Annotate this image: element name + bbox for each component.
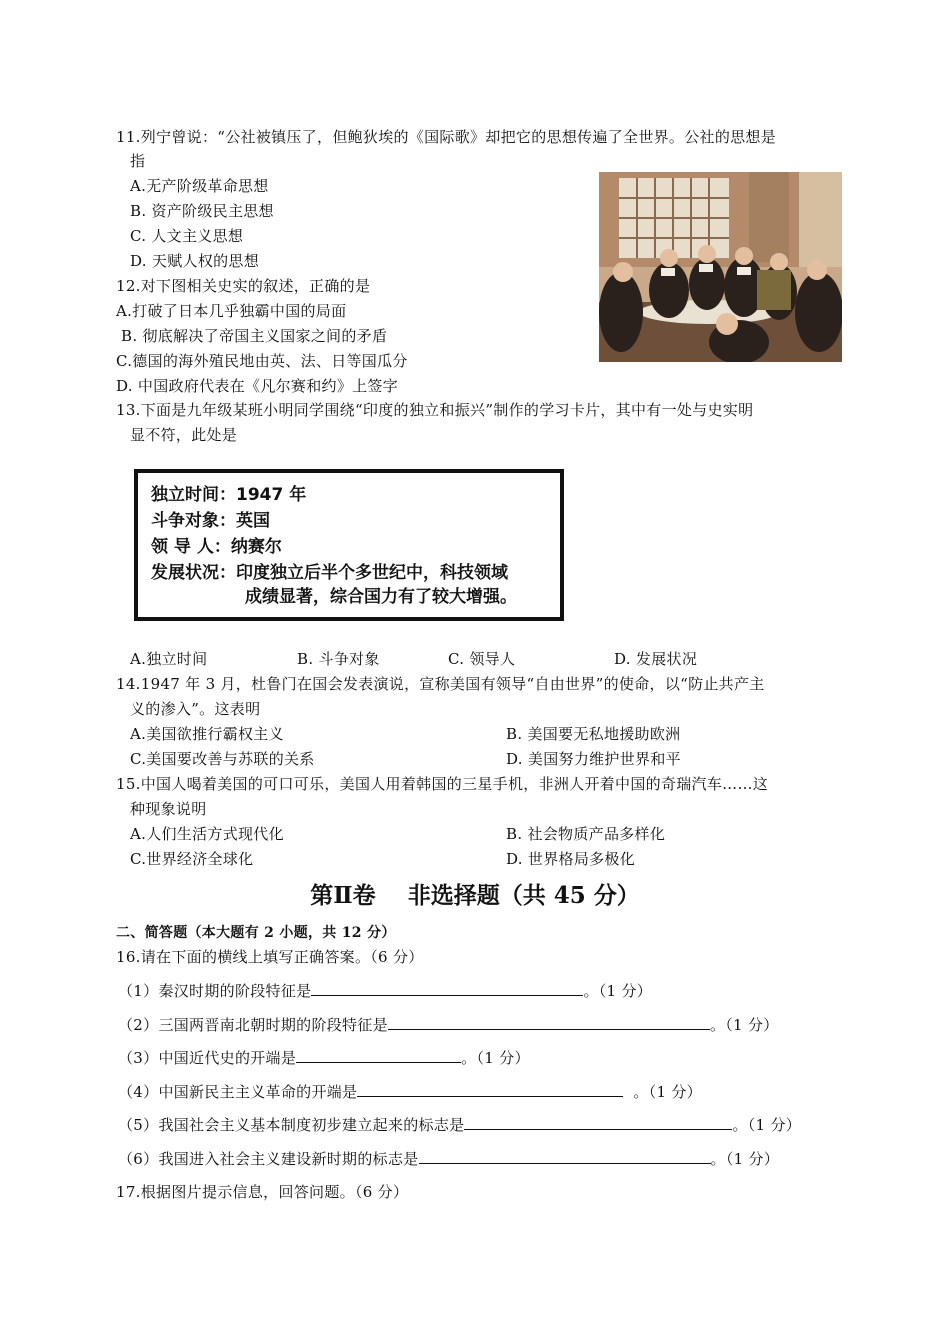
- card-leader: 领 导 人：纳赛尔: [151, 537, 282, 557]
- q16-item-3-suffix: 。（1 分）: [461, 1049, 530, 1067]
- q17-stem: 17.根据图片提示信息，回答问题。（6 分）: [116, 1183, 409, 1201]
- q13-option-d: D. 发展状况: [614, 650, 698, 668]
- q14-stem-line2: 义的渗入”。这表明: [130, 700, 261, 718]
- answer-blank-1[interactable]: [311, 980, 583, 996]
- q16-item-1-label: （1）秦汉时期的阶段特征是: [118, 982, 312, 1000]
- q11-stem-line2: 指: [130, 152, 146, 170]
- q16-item-6: [118, 1148, 779, 1170]
- q16-item-2: [118, 1014, 779, 1036]
- q11-option-d: D. 天赋人权的思想: [130, 252, 260, 270]
- q13-stem-line2: 显不符，此处是: [130, 426, 238, 444]
- answer-blank-3[interactable]: [296, 1047, 461, 1063]
- q16-item-5: [118, 1114, 801, 1136]
- card-independence-time: 独立时间：1947 年: [151, 485, 307, 505]
- card-development-line1: 发展状况：印度独立后半个多世纪中，科技领域: [151, 563, 508, 583]
- q12-option-c: C.德国的海外殖民地由英、法、日等国瓜分: [116, 352, 408, 370]
- peace-conference-painting: [599, 172, 842, 362]
- q12-option-b: B. 彻底解决了帝国主义国家之间的矛盾: [121, 327, 388, 345]
- q13-option-b: B. 斗争对象: [297, 650, 380, 668]
- q16-item-4: [118, 1081, 702, 1103]
- q15-option-c: C.世界经济全球化: [130, 850, 254, 868]
- card-struggle-target: 斗争对象：英国: [151, 511, 270, 531]
- card-development-line2: 成绩显著，综合国力有了较大增强。: [245, 587, 517, 607]
- q16-item-2-label: （2）三国两晋南北朝时期的阶段特征是: [118, 1016, 388, 1034]
- q15-stem-line2: 种现象说明: [130, 800, 207, 818]
- answer-blank-4[interactable]: [357, 1081, 623, 1097]
- q12-option-a: A.打破了日本几乎独霸中国的局面: [116, 302, 347, 320]
- q11-option-c: C. 人文主义思想: [130, 227, 244, 245]
- q13-option-c: C. 领导人: [448, 650, 516, 668]
- answer-blank-6[interactable]: [419, 1148, 711, 1164]
- q16-item-5-suffix: 。（1 分）: [732, 1116, 802, 1134]
- q15-option-b: B. 社会物质产品多样化: [506, 825, 666, 843]
- q16-item-1: [118, 980, 652, 1002]
- q16-item-5-label: （5）我国社会主义基本制度初步建立起来的标志是: [118, 1116, 465, 1134]
- q11-option-b: B. 资产阶级民主思想: [130, 202, 274, 220]
- q16-item-3-label: （3）中国近代史的开端是: [118, 1049, 297, 1067]
- q16-stem: 16.请在下面的横线上填写正确答案。（6 分）: [116, 948, 424, 966]
- section2-title: 二、简答题（本大题有 2 小题，共 12 分）: [116, 925, 396, 941]
- q16-item-4-suffix: 。（1 分）: [633, 1083, 702, 1101]
- q12-stem: 12.对下图相关史实的叙述，正确的是: [116, 277, 371, 295]
- q11-stem-line1: 11.列宁曾说：“公社被镇压了，但鲍狄埃的《国际歌》却把它的思想传遍了全世界。公社的思想是: [116, 128, 777, 146]
- q14-option-b: B. 美国要无私地援助欧洲: [506, 725, 681, 743]
- q15-option-a: A.人们生活方式现代化: [130, 825, 284, 843]
- q16-item-6-label: （6）我国进入社会主义建设新时期的标志是: [118, 1150, 419, 1168]
- study-card: [134, 469, 564, 621]
- q11-option-a: A.无产阶级革命思想: [130, 177, 269, 195]
- q14-option-a: A.美国欲推行霸权主义: [130, 725, 284, 743]
- q16-item-3: [118, 1047, 530, 1069]
- q14-option-d: D. 美国努力维护世界和平: [506, 750, 681, 768]
- q16-item-2-suffix: 。（1 分）: [709, 1016, 779, 1034]
- q13-stem-line1: 13.下面是九年级某班小明同学围绕“印度的独立和振兴”制作的学习卡片，其中有一处与史实明: [116, 401, 754, 419]
- q15-stem-line1: 15.中国人喝着美国的可口可乐，美国人用着韩国的三星手机，非洲人开着中国的奇瑞汽车……这: [116, 775, 769, 793]
- answer-blank-5[interactable]: [464, 1114, 732, 1130]
- q15-option-d: D. 世界格局多极化: [506, 850, 636, 868]
- q16-item-4-label: （4）中国新民主主义革命的开端是: [118, 1083, 358, 1101]
- q12-option-d: D. 中国政府代表在《凡尔赛和约》上签字: [116, 377, 399, 395]
- q14-option-c: C.美国要改善与苏联的关系: [130, 750, 315, 768]
- q16-item-1-suffix: 。（1 分）: [583, 982, 653, 1000]
- q13-option-a: A.独立时间: [130, 650, 208, 668]
- q16-item-6-suffix: 。（1 分）: [710, 1150, 780, 1168]
- q14-stem-line1: 14.1947 年 3 月，杜鲁门在国会发表演说，宣称美国有领导“自由世界”的使命，以“防止共产主: [116, 675, 765, 693]
- answer-blank-2[interactable]: [388, 1014, 710, 1030]
- part2-title: 第Ⅱ卷 非选择题（共 45 分）: [310, 882, 640, 909]
